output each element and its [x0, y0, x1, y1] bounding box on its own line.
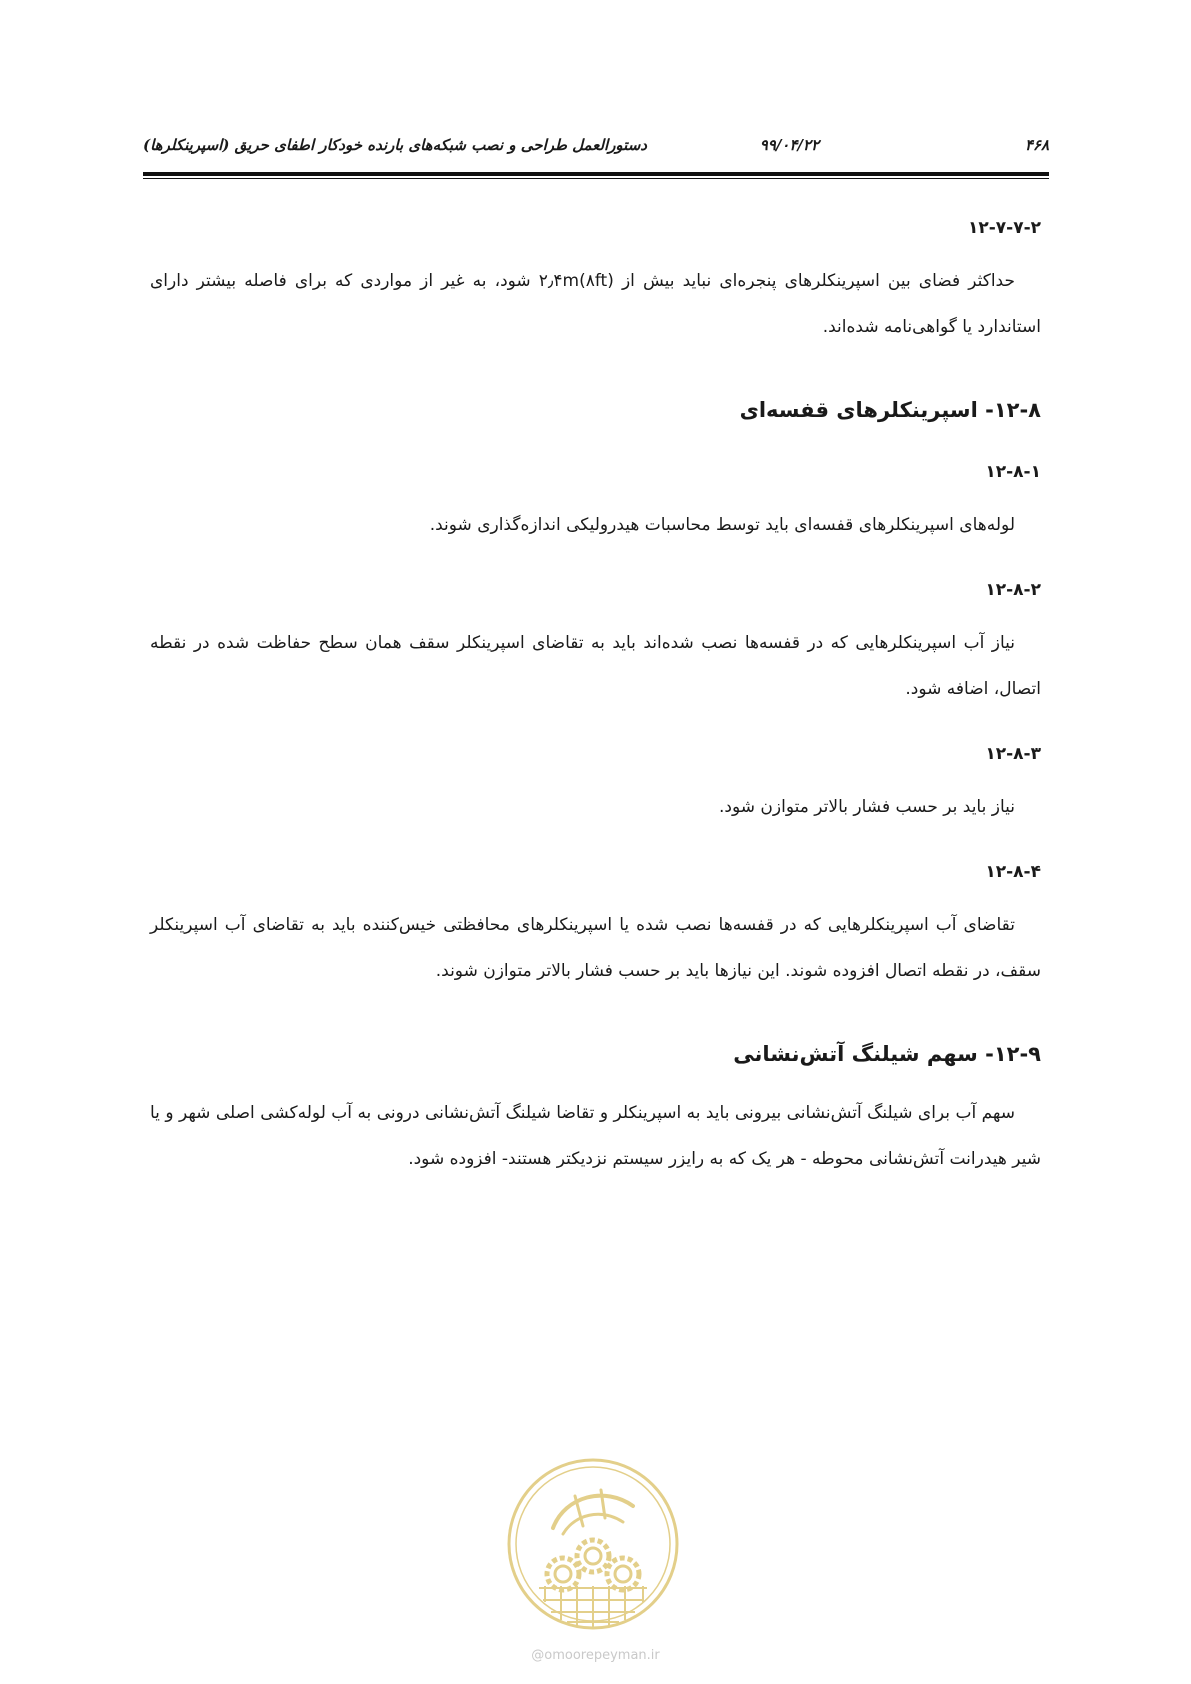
site-url: @omoorepeyman.ir [531, 1648, 660, 1663]
clause-number: ۱۲-۸-۱ [985, 462, 1041, 482]
paragraph: سهم آب برای شیلنگ آتش‌نشانی بیرونی باید به اسپرینکلر و تقاضا شیلنگ آتش‌نشانی درونی به آب لوله‌کشی اصلی شهر و یا شیر هیدرانت آتش‌نشانی محوطه - هر یک که به رایزر سیستم نزدیکتر هستند- افزوده شود. [150, 1103, 1041, 1169]
paragraph: حداکثر فضای بین اسپرینکلرهای پنجره‌ای نباید بیش از ۲٫۴m(۸ft) شود، به غیر از مواردی که برای فاصله بیشتر دارای استاندارد یا گواهی‌نامه شده‌اند. [150, 271, 1041, 337]
clause-number: ۱۲-۷-۷-۲ [967, 218, 1041, 238]
paragraph: نیاز باید بر حسب فشار بالاتر متوازن شود. [719, 797, 1015, 817]
clause-number: ۱۲-۸-۴ [985, 862, 1041, 882]
clause-number: ۱۲-۸-۲ [985, 580, 1041, 600]
paragraph: نیاز آب اسپرینکلرهایی که در قفسه‌ها نصب شده‌اند باید به تقاضای اسپرینکلر سقف همان سطح حفاظت شده در نقطه اتصال، اضافه شود. [150, 633, 1041, 699]
header-date: ۹۹/۰۴/۲۲ [759, 136, 819, 154]
clause-number: ۱۲-۸-۳ [985, 744, 1041, 764]
section-heading: ۱۲-۸- اسپرینکلرهای قفسه‌ای [739, 398, 1041, 422]
header-title: دستورالعمل طراحی و نصب شبکه‌های بارنده خودکار اطفای حریق (اسپرینکلرها) [143, 136, 647, 154]
section-heading: ۱۲-۹- سهم شیلنگ آتش‌نشانی [733, 1042, 1041, 1066]
header-rule-thick [143, 172, 1049, 176]
paragraph: لوله‌های اسپرینکلرهای قفسه‌ای باید توسط محاسبات هیدرولیکی اندازه‌گذاری شوند. [429, 515, 1015, 535]
document-body [150, 214, 1041, 1182]
header-rule-thin [143, 178, 1049, 179]
publisher-logo [505, 1456, 681, 1632]
page-number: ۴۶۸ [1024, 136, 1049, 154]
page-header [143, 128, 1049, 168]
paragraph: تقاضای آب اسپرینکلرهایی که در قفسه‌ها نصب شده یا اسپرینکلرهای محافظتی خیس‌کننده باید به تقاضای آب اسپرینکلر سقف، در نقطه اتصال افزوده شوند. این نیازها باید بر حسب فشار بالاتر متوازن شوند. [150, 915, 1041, 981]
